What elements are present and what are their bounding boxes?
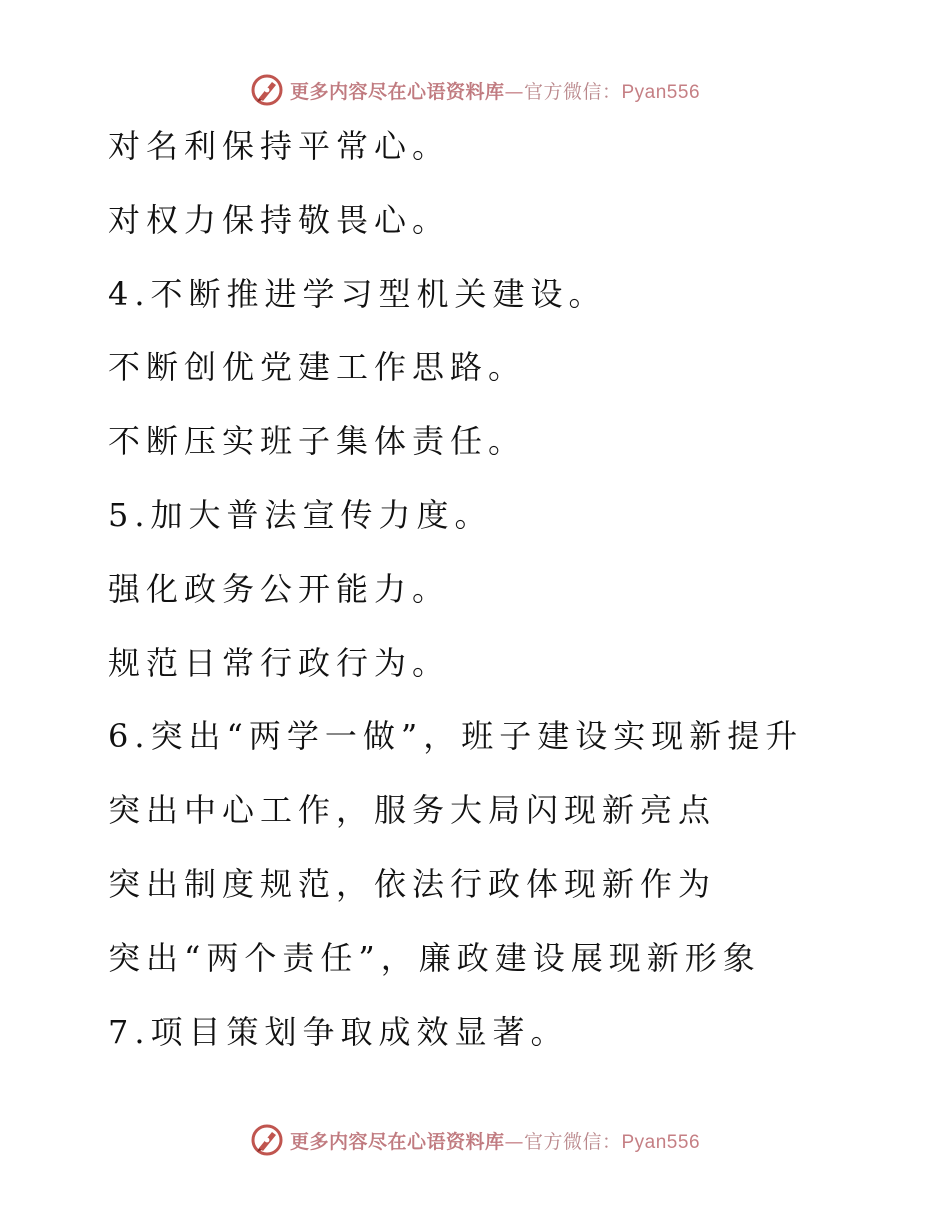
watermark-wechat-label: 官方微信： [523,80,622,103]
text-line: 不断压实班子集体责任。 [108,422,527,461]
watermark-wechat-id: Pyan556 [621,1131,701,1153]
text-line: 5.加大普法宣传力度。 [108,495,493,534]
text-line: 突出“两个责任”，廉政建设展现新形象 [108,938,761,977]
document-body [108,122,908,1081]
watermark-site-name: 更多内容尽在心语资料库 [289,80,505,103]
watermark-wechat-label: 官方微信： [523,1130,622,1153]
footer-watermark [0,1120,950,1160]
text-line: 强化政务公开能力。 [108,569,451,608]
text-line: 对名利保持平常心。 [108,127,451,165]
text-line: 对权力保持敬畏心。 [108,200,451,239]
text-line: 突出中心工作，服务大局闪现新亮点 [108,791,717,830]
text-line: 规范日常行政行为。 [108,643,451,682]
watermark-dash: — [504,1130,524,1153]
text-line: 突出制度规范，依法行政体现新作为 [108,864,717,903]
watermark-wechat-id: Pyan556 [621,81,701,103]
text-line: 6.突出“两学一做”，班子建设实现新提升 [108,717,804,756]
watermark-site-name: 更多内容尽在心语资料库 [289,1130,505,1153]
text-line: 4.不断推进学习型机关建设。 [108,274,607,313]
text-line: 不断创优党建工作思路。 [108,348,527,387]
header-watermark [0,70,950,110]
text-line: 7.项目策划争取成效显著。 [108,1012,569,1051]
watermark-dash: — [504,80,524,103]
pen-logo-icon [250,73,284,107]
pen-logo-icon [250,1123,284,1157]
